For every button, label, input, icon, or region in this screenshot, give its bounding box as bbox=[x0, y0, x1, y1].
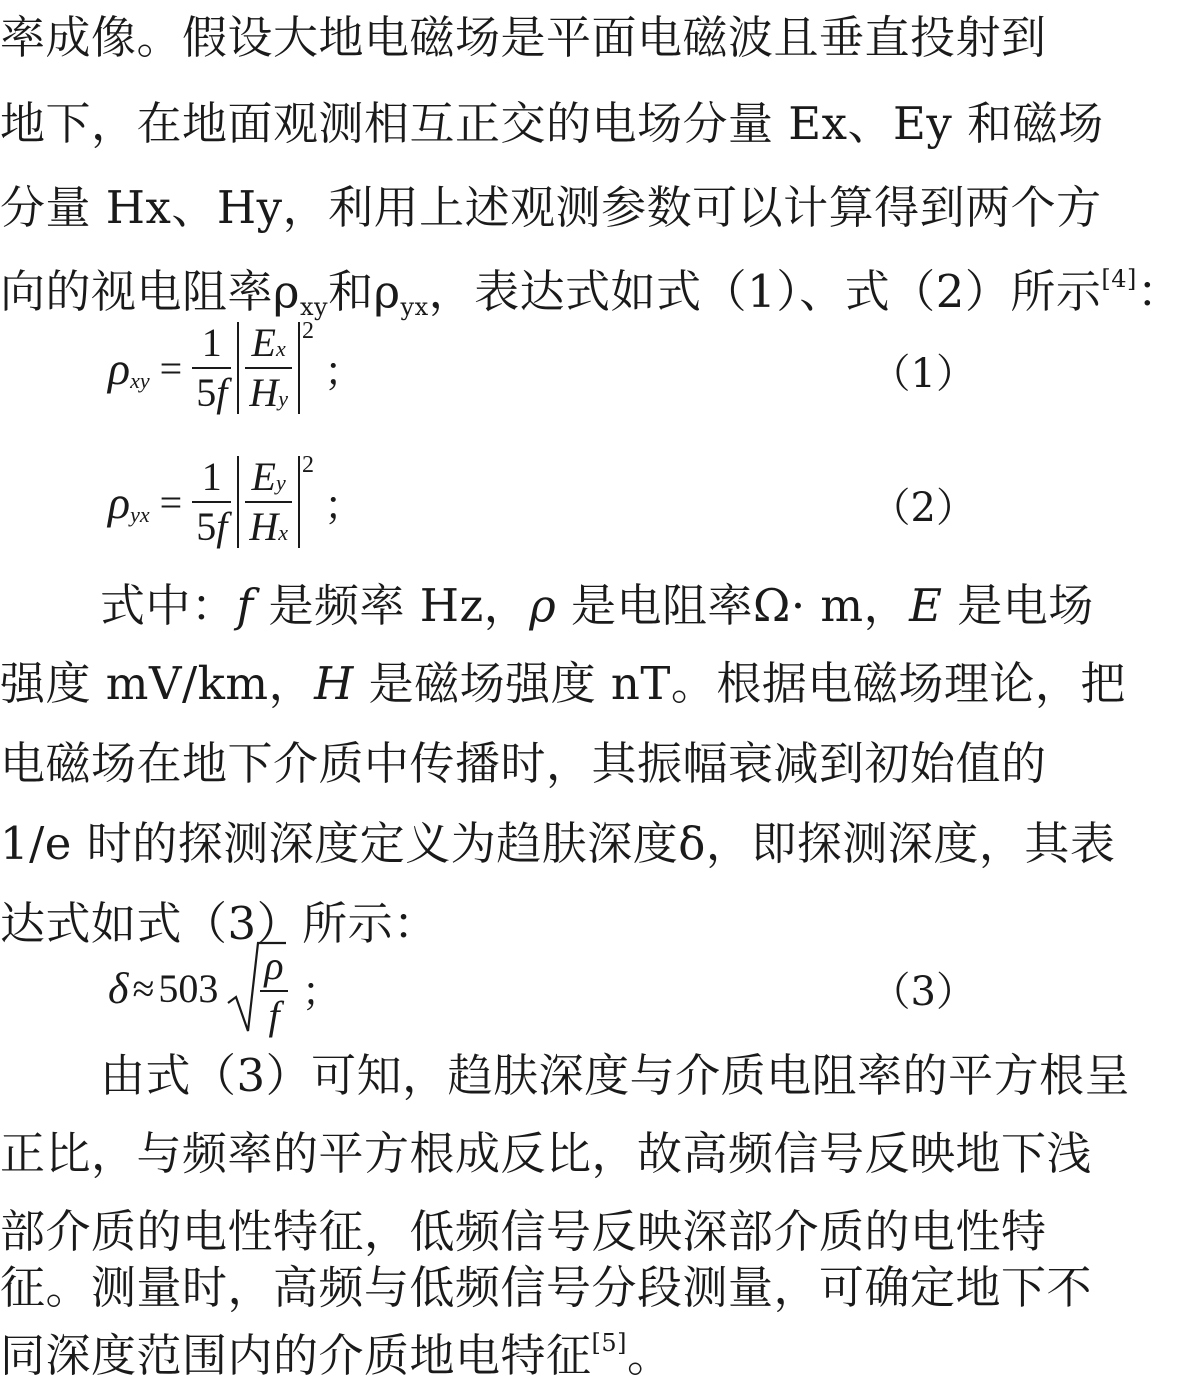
equation-3 bbox=[0, 938, 1000, 1038]
text-line: 正比，与频率的平方根成反比，故高频信号反映地下浅 bbox=[0, 1127, 1093, 1180]
text-run: 向的视电阻率ρ bbox=[0, 265, 300, 318]
text-run: 是电阻率Ω· m， bbox=[556, 579, 910, 632]
coefficient: 5 bbox=[196, 370, 217, 415]
text-line bbox=[0, 656, 1126, 712]
coefficient: 5 bbox=[196, 504, 217, 549]
text-run: 是磁场强度 nT。根据电磁场理论，把 bbox=[353, 657, 1126, 710]
numerator: 1 bbox=[201, 320, 222, 365]
fraction-1-over-5f bbox=[192, 322, 231, 414]
fraction-E-over-H bbox=[245, 456, 292, 548]
fraction-bar bbox=[192, 367, 231, 369]
text-line: 征。测量时，高频与低频信号分段测量，可确定地下不 bbox=[0, 1261, 1093, 1314]
radical-sign bbox=[226, 939, 286, 1038]
citation: [4] bbox=[1101, 265, 1137, 293]
abs-bar-right bbox=[298, 322, 300, 414]
text-line: 电磁场在地下介质中传播时，其振幅衰减到初始值的 bbox=[0, 737, 1047, 790]
equation-number: （1） bbox=[870, 351, 976, 397]
fraction-bar bbox=[245, 367, 292, 369]
subscript: y bbox=[278, 386, 288, 411]
subscript: y bbox=[275, 470, 286, 495]
subscript: yx bbox=[400, 293, 429, 321]
text-line bbox=[0, 578, 1094, 634]
denominator bbox=[192, 372, 231, 414]
H-symbol: H bbox=[314, 657, 354, 710]
rho-symbol: ρ bbox=[108, 342, 131, 394]
rho-symbol: ρ bbox=[108, 476, 131, 528]
approx-sign: ≈ bbox=[132, 965, 155, 1011]
coefficient: 503 bbox=[158, 965, 219, 1011]
text-run: 是频率 Hz， bbox=[253, 579, 530, 632]
frequency-symbol: f bbox=[216, 370, 228, 415]
denominator bbox=[192, 506, 231, 548]
numerator bbox=[245, 322, 292, 364]
numerator: ρ bbox=[264, 943, 284, 988]
text-line bbox=[0, 1328, 1000, 1384]
subscript: xy bbox=[130, 368, 150, 393]
abs-bar-left bbox=[237, 456, 239, 548]
frequency-symbol: f bbox=[216, 504, 228, 549]
equals-sign: = bbox=[159, 345, 183, 391]
text-run: 和ρ bbox=[328, 265, 401, 318]
numerator: 1 bbox=[201, 454, 222, 499]
text-line: 地下，在地面观测相互正交的电场分量 Ex、Ey 和磁场 bbox=[0, 97, 1104, 150]
semicolon: ； bbox=[301, 968, 342, 1015]
exponent: 2 bbox=[301, 318, 314, 344]
fraction-bar bbox=[245, 501, 292, 503]
equals-sign: = bbox=[159, 479, 183, 525]
rho-symbol: ρ bbox=[529, 579, 557, 632]
text-run: ，表达式如式（1）、式（2）所示 bbox=[428, 265, 1102, 318]
subscript: yx bbox=[130, 502, 150, 527]
text-line: 率成像。假设大地电磁场是平面电磁波且垂直投射到 bbox=[0, 11, 1047, 64]
equation-1 bbox=[0, 318, 1000, 418]
exponent: 2 bbox=[301, 452, 314, 478]
H-symbol: H bbox=[249, 370, 279, 415]
text-line: 分量 Hx、Hy，利用上述观测参数可以计算得到两个方 bbox=[0, 181, 1102, 234]
text-line: 达式如式（3）所示： bbox=[0, 897, 439, 950]
abs-bar-left bbox=[237, 322, 239, 414]
subscript: x bbox=[275, 336, 286, 361]
fraction-bar bbox=[192, 501, 231, 503]
equation-number: （2） bbox=[870, 485, 976, 531]
text-run: 式中： bbox=[100, 579, 237, 632]
denominator bbox=[245, 506, 292, 548]
subscript: x bbox=[278, 520, 288, 545]
numerator bbox=[245, 456, 292, 498]
equation-2 bbox=[0, 452, 1000, 552]
semicolon: ； bbox=[323, 348, 364, 395]
abs-bar-right bbox=[298, 456, 300, 548]
frequency-symbol: f bbox=[236, 579, 254, 632]
text-run: ： bbox=[1136, 265, 1182, 318]
E-symbol: E bbox=[251, 454, 276, 499]
text-line bbox=[0, 264, 1182, 321]
E-symbol: E bbox=[909, 579, 943, 632]
fraction-1-over-5f bbox=[192, 456, 231, 548]
text-run: 。 bbox=[627, 1329, 673, 1382]
text-line: 部介质的电性特征，低频信号反映深部介质的电性特 bbox=[0, 1205, 1047, 1258]
text-line: 1/e 时的探测深度定义为趋肤深度δ，即探测深度，其表 bbox=[0, 817, 1116, 870]
E-symbol: E bbox=[251, 320, 276, 365]
citation: [5] bbox=[591, 1329, 628, 1357]
subscript: xy bbox=[299, 293, 329, 321]
square-root bbox=[226, 939, 287, 1037]
text-run: 强度 mV/km， bbox=[0, 657, 315, 710]
H-symbol: H bbox=[249, 504, 279, 549]
text-run: 同深度范围内的介质地电特征 bbox=[0, 1329, 592, 1382]
denominator: f bbox=[268, 993, 280, 1038]
equation-number: （3） bbox=[870, 969, 976, 1015]
fraction-E-over-H bbox=[245, 322, 292, 414]
semicolon: ； bbox=[323, 482, 364, 529]
denominator bbox=[245, 372, 292, 414]
delta-symbol: δ bbox=[108, 963, 129, 1013]
text-run: 是电场 bbox=[942, 579, 1094, 632]
text-line: 由式（3）可知，趋肤深度与介质电阻率的平方根呈 bbox=[100, 1049, 1131, 1102]
